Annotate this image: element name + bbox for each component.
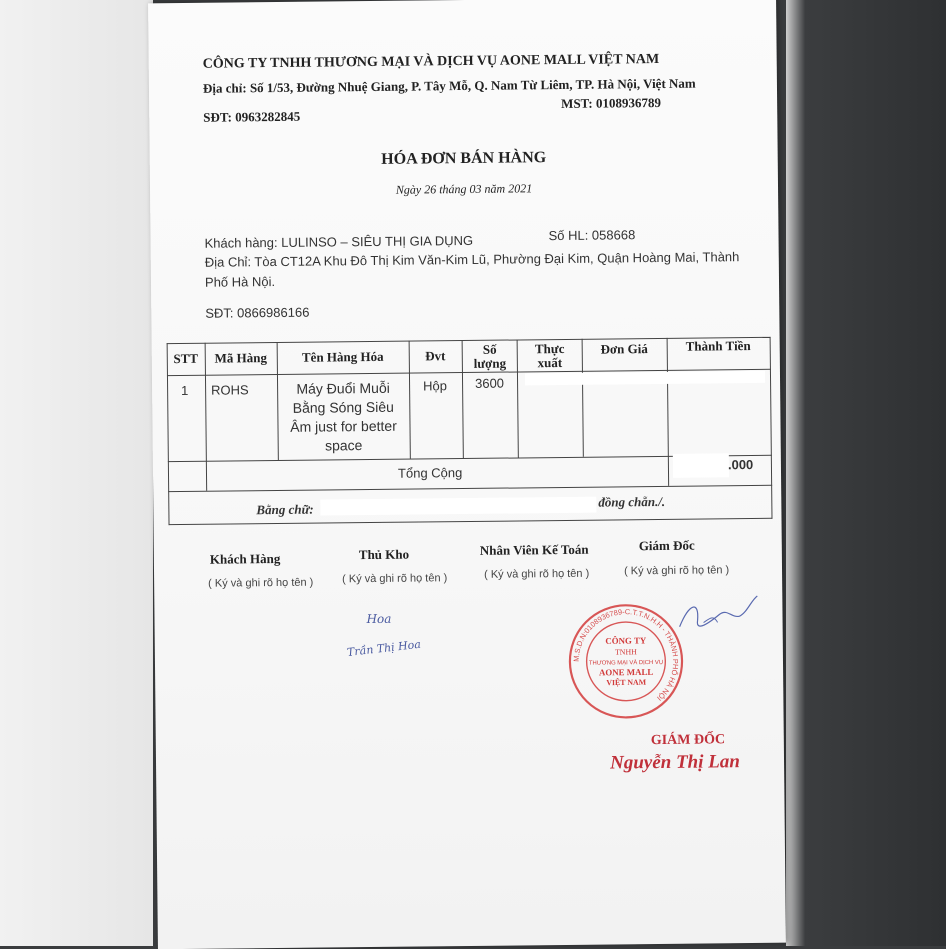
table-rule — [462, 340, 464, 458]
company-name: CÔNG TY TNHH THƯƠNG MẠI VÀ DỊCH VỤ AONE MALL VIỆT NAM — [202, 51, 660, 72]
stamp-ring-text: M.S.D.N:0108936789-C.T.T.N.H.H - THÀNH PHỐ HÀ NỘI — [571, 607, 681, 703]
background-left — [0, 0, 153, 946]
table-rule — [168, 485, 772, 492]
stamp-line3: THƯƠNG MẠI VÀ DỊCH VỤ — [588, 659, 664, 667]
sig-customer-note: ( Ký và ghi rõ họ tên ) — [208, 576, 314, 590]
invoice-number: Số HL: 058668 — [548, 227, 636, 244]
row-qty: 3600 — [474, 375, 505, 391]
redaction — [320, 497, 596, 516]
sig-warehouse-title: Thủ Kho — [358, 546, 410, 563]
sig-accountant-note: ( Ký và ghi rõ họ tên ) — [484, 567, 590, 581]
stamp-line1: CÔNG TY — [605, 635, 647, 646]
customer-name: Khách hàng: LULINSO – SIÊU THỊ GIA DỤNG — [204, 232, 474, 251]
table-rule — [167, 343, 170, 525]
invoice-date: Ngày 26 tháng 03 năm 2021 — [395, 181, 533, 197]
background-right — [786, 0, 946, 946]
header-price: Đơn Giá — [600, 341, 648, 357]
header-unit: Đvt — [425, 348, 446, 364]
in-words-tail: đồng chẵn./. — [598, 493, 666, 510]
stamp-line4: AONE MALL — [598, 666, 654, 678]
invoice-paper — [148, 0, 786, 949]
table-rule — [770, 337, 773, 519]
table-rule — [517, 339, 519, 457]
row-stt: 1 — [181, 382, 189, 398]
header-qty: Số lượng — [473, 341, 507, 371]
warehouse-name: Trần Thị Hoa — [346, 637, 422, 660]
company-stamp-icon — [566, 602, 685, 721]
sum-label: Tổng Cộng — [397, 465, 463, 481]
stamp-line2: TNHH — [614, 647, 637, 657]
company-tax-code: MST: 0108936789 — [561, 94, 662, 111]
row-name: Máy Đuổi Muỗi Bằng Sóng Siêu Âm just for better space — [290, 379, 397, 454]
header-name: Tên Hàng Hóa — [301, 348, 384, 365]
director-name: Nguyễn Thị Lan — [609, 751, 741, 774]
company-phone: SĐT: 0963282845 — [203, 108, 301, 125]
sig-accountant-title: Nhân Viên Kế Toán — [479, 541, 589, 558]
header-code: Mã Hàng — [214, 350, 268, 366]
in-words-label: Bằng chữ: — [256, 501, 314, 518]
sig-director-note: ( Ký và ghi rõ họ tên ) — [623, 564, 730, 578]
sig-customer-title: Khách Hàng — [209, 550, 281, 567]
invoice-title: HÓA ĐƠN BÁN HÀNG — [381, 149, 547, 168]
stamp-line5: VIỆT NAM — [606, 677, 647, 688]
customer-address: Địa Chỉ: Tòa CT12A Khu Đô Thị Kim Văn-Kim Lũ, Phường Đại Kim, Quận Hoàng Mai, Thành Phố Hà Nội. — [204, 249, 740, 290]
redaction — [673, 453, 729, 478]
customer-phone: SĐT: 0866986166 — [205, 304, 310, 321]
header-total: Thành Tiền — [685, 338, 751, 354]
items-table — [167, 337, 773, 525]
table-rule — [169, 518, 773, 525]
company-address: Địa chỉ: Số 1/53, Đường Nhuệ Giang, P. Tây Mỗ, Q. Nam Từ Liêm, TP. Hà Nội, Việt Nam — [202, 75, 696, 96]
header-stt: STT — [173, 350, 199, 367]
row-unit: Hộp — [423, 378, 448, 394]
table-rule — [667, 338, 670, 486]
row-code: ROHS — [211, 382, 249, 398]
header-actual: Thực xuất — [534, 340, 565, 371]
sig-director-title: Giám Đốc — [638, 537, 695, 554]
sum-value: .000 — [727, 457, 754, 473]
sig-warehouse-note: ( Ký và ghi rõ họ tên ) — [342, 572, 448, 586]
redaction — [525, 371, 765, 386]
director-title: GIÁM ĐỐC — [650, 732, 726, 749]
warehouse-signature: Hoa — [366, 611, 392, 627]
